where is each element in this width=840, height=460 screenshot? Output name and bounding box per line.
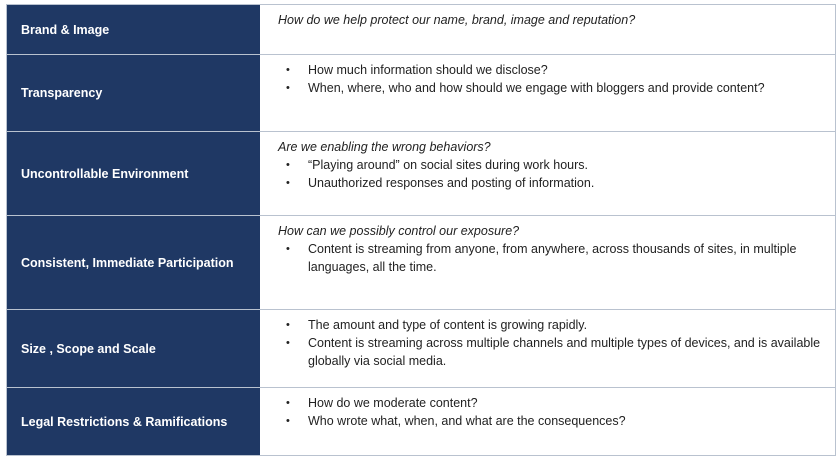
row-label: Consistent, Immediate Participation <box>7 216 262 309</box>
row-content <box>262 5 835 54</box>
bullet-item: • Content is streaming across multiple channels and multiple types of devices, and is available globally via social media. <box>278 334 821 370</box>
row-question: How do we help protect our name, brand, image and reputation? <box>278 13 636 27</box>
row-label: Transparency <box>7 55 262 131</box>
row-content <box>262 216 835 309</box>
bullet-item: • “Playing around” on social sites during work hours. <box>278 156 821 174</box>
bullet-item: • Unauthorized responses and posting of information. <box>278 174 821 192</box>
bullet-item: • Content is streaming from anyone, from anywhere, across thousands of sites, in multiple languages, all the time. <box>278 240 821 276</box>
row-content <box>262 310 835 387</box>
bullet-list <box>278 240 821 276</box>
row-content <box>262 388 835 455</box>
row-question: How can we possibly control our exposure? <box>278 224 520 238</box>
row-label: Brand & Image <box>7 5 262 54</box>
table-row <box>7 55 835 132</box>
table-row <box>7 132 835 216</box>
bullet-item: • When, where, who and how should we engage with bloggers and provide content? <box>278 79 821 97</box>
risk-table <box>6 4 836 456</box>
table-row <box>7 310 835 388</box>
bullet-list <box>278 394 821 430</box>
bullet-item: • How do we moderate content? <box>278 394 821 412</box>
bullet-list <box>278 156 821 192</box>
row-label: Uncontrollable Environment <box>7 132 262 215</box>
table-row <box>7 216 835 310</box>
row-content <box>262 132 835 215</box>
row-label: Legal Restrictions & Ramifications <box>7 388 262 455</box>
table-row <box>7 5 835 55</box>
bullet-item: • Who wrote what, when, and what are the consequences? <box>278 412 821 430</box>
bullet-item: • How much information should we disclose? <box>278 61 821 79</box>
row-question: Are we enabling the wrong behaviors? <box>278 140 491 154</box>
bullet-list <box>278 316 821 370</box>
row-content <box>262 55 835 131</box>
table-row <box>7 388 835 455</box>
row-label: Size , Scope and Scale <box>7 310 262 387</box>
bullet-item: • The amount and type of content is growing rapidly. <box>278 316 821 334</box>
bullet-list <box>278 61 821 97</box>
